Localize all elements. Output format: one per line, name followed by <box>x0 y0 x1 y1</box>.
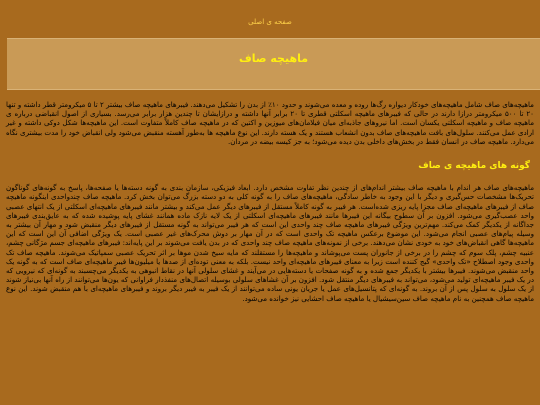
article-content <box>0 100 540 303</box>
intro-paragraph: ماهیچه‌های صاف شامل ماهیچه‌های خودکار دیواره رگ‌ها روده و معده می‌شوند و حدود ۱۰٪ از بدن را تشکیل می‌دهند. فیبرهای ماهیچه صاف بیشتر ۲ تا ۵ میکرومتر قطر داشته و تنها ۲۰ تا ۵۰۰ میکرومتر درازا دارند در حالی که فیبرهای ماهیچه اسکلتی قطری تا ۲۰ برابر آنها داشته و درازایشان تا چندین هزار برابر می‌رسد. بسیاری از اصول انقباضی درباره ی ماهیچه صاف و ماهیچه اسکلتی یکسان است. اما نیروهای جاذبه‌ای میان فیلامان‌های میوزین و اکتین که در ماهیچه صاف کاملاً متفاوت است. این ماهیچه‌ها شکل دوکی داشته و غیر ارادی عمل می‌کنند. سلول‌های بافت ماهیچه‌های صاف بدون انشعاب هستند و یک هسته دارند. این نوع ماهیچه ها به‌طور آهسته منقبض می‌شود ولی انقباض خود را مدت بیشتری نگاه می‌دارد. ماهیچه صاف در انسان فقط در بخش‌های داخلی بدن دیده می‌شود؛ به جز کیسه بیضه در مردان. <box>6 100 534 146</box>
page-title: ماهیچه صاف <box>238 52 309 65</box>
top-navigation <box>0 0 540 38</box>
home-link[interactable]: صفحه ی اصلی <box>248 18 292 26</box>
section-paragraph: ماهیچه‌های صاف هر اندام با ماهیچه صاف بیشتر اندام‌های از چندین نظر تفاوت مشخص دارد. ابعاد فیزیکی، سازمان بندی به گونه دسته‌ها یا صفحه‌ها، پاسخ به گونه‌های گوناگون تحریک‌ها مشخصات حس‌گیری و دیگر با این وجود به خاطر سادگی، ماهیچه‌های صاف را به گونه کلی به دو دسته بزرگ می‌توان بخش کرد. ماهیچه صاف چندواحدی اینگونه ماهیچه صاف از فیبرهای ماهیچه‌ای صاف مجزا پایه ریزی شده‌است. هر فیبر به گونه کاملاً مستقل از فیبرهای دیگر عمل می‌کند و بیشتر مانند فیبرهای ماهیچه‌ای اسکلتی از یک انتهای عصبی واحد عصب‌گیری می‌شود. افزون بر آن سطوح بیگانه این فیبرها مانند فیبرهای ماهیچه‌ای اسکلتی از یک لایه نازک ماده همانند غشای پایه پوشیده شده که به عایق‌بندی فیبرهای جداگانه از یکدیگر کمک می‌کند. مهم‌ترین ویژگی فیبرهای ماهیچه صاف چند واحدی این است که هر فیبر می‌تواند به گونه مستقل از فیبرهای دیگر منقبض شود و مهار آن بیشتر به وسیله پیام‌های عصبی انجام می‌شود. این موضوع برعکس ماهیچه تک واحدی است که در آن مهار بر دوش محرک‌های غیر عصبی است. یک ویژگی اضافی آن این است که این ماهیچه‌ها گاهی انقباض‌های خود به خودی نشان می‌دهند. برخی از نمونه‌های ماهیچه صاف چند واحدی که در بدن یافت می‌شوند بر این پایه‌اند: فیبرهای ماهیچه‌ای جسم مژگانی چشم، عنبیه چشم، پلک سوم که چشم را در برخی از جانوران پست می‌پوشاند و ماهیچه‌ها را مستقلند که مایه سیخ شدن موها بر اثر تحریک عصبی سمپاتیک می‌شوند. ماهیچه صاف تک واحدی وجود اصطلاح «تک واحدی» گیج کننده است زیرا به معنای فیبرهای ماهیچه‌ای واحد نیست. بلکه به معنی توده‌ای از صدها یا میلیون‌ها فیبر ماهیچه‌ای صاف است که به گونه یک واحد منقبض می‌شوند. فیبرها بیشتر با یکدیگر جمع شده و به گونه صفحات یا دسته‌هایی در می‌آیند و غشای سلولی آنها در نقاط انبوهی به یکدیگر می‌چسبند به گونه‌ای که نیرویی که در یک فیبر ماهیچه‌ای تولید می‌شود، می‌تواند به فیبرهای دیگر منتقل شود. افزون بر آن غشاهای سلولی بوسیله اتصال‌های منفذدار فراوانی که یون‌ها می‌توانند از راه آنها بی‌نیاز شوند از یک سلول به سلول پس از آن بروند. به گونه‌ای که پتانسیل‌های عمل یا جریان یونی ساده می‌توانند از یک فیبر به فیبر دیگر بروند و فیبرهای ماهیچه‌ای با هم منقبض شوند. این نوع ماهیچه صاف همچنین به نام ماهیچه صاف سین‌سیشیال یا ماهیچه صاف احشایی نیز خوانده می‌شود. <box>6 183 534 303</box>
title-banner <box>7 38 540 90</box>
section-heading: گونه های ماهیچه ی صاف <box>418 161 530 172</box>
